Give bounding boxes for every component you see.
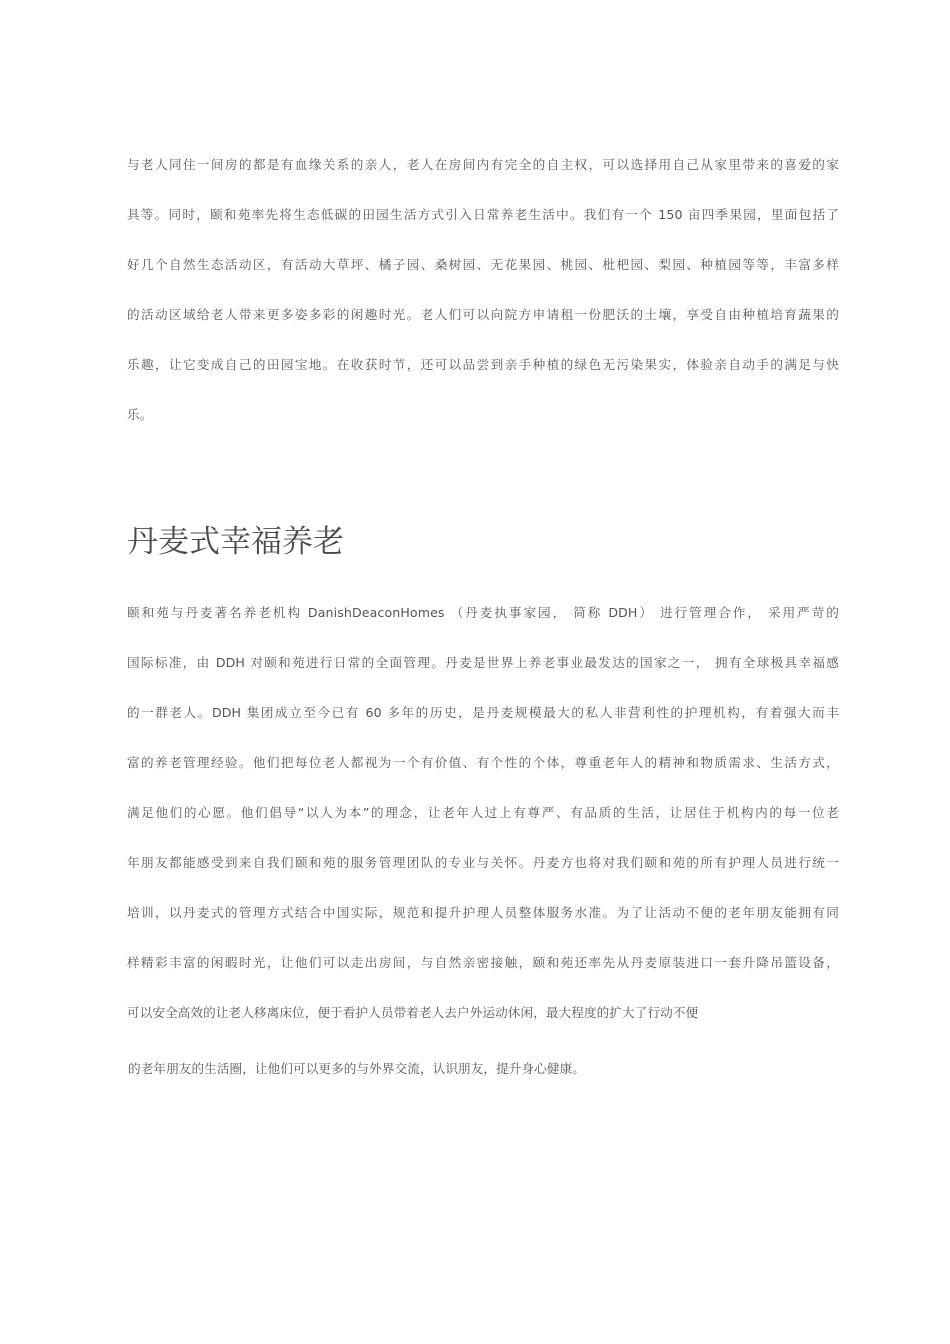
paragraph-line: 培训，以丹麦式的管理方式结合中国实际，规范和提升护理人员整体服务水准。为了让活动不便的老年朋友能拥有同 [127,905,839,920]
paragraph-line: 乐趣，让它变成自己的田园宝地。在收获时节，还可以品尝到亲手种植的绿色无污染果实，体验亲自动手的满足与快 [127,357,839,372]
paragraph-line: 国际标准，由 DDH 对颐和苑进行日常的全面管理。丹麦是世界上养老事业最发达的国家之一， 拥有全球极具幸福感 [127,655,839,670]
paragraph-line: 好几个自然生态活动区，有活动大草坪、橘子园、桑树园、无花果园、桃园、枇杷园、梨园、种植园等等，丰富多样 [127,257,839,272]
paragraph-line: 颐和苑与丹麦著名养老机构 DanishDeaconHomes （丹麦执事家园， 简称 DDH） 进行管理合作， 采用严苛的 [127,605,839,620]
paragraph-line: 与老人同住一间房的都是有血缘关系的亲人，老人在房间内有完全的自主权，可以选择用自己从家里带来的喜爱的家 [127,157,839,172]
paragraph-line: 的老年朋友的生活圈，让他们可以更多的与外界交流，认识朋友，提升身心健康。 [128,1061,585,1076]
paragraph-line: 样精彩丰富的闲暇时光，让他们可以走出房间，与自然亲密接触，颐和苑还率先从丹麦原装进口一套升降吊篮设备， [127,955,839,970]
paragraph-line: 年朋友都能感受到来自我们颐和苑的服务管理团队的专业与关怀。丹麦方也将对我们颐和苑的所有护理人员进行统一 [127,855,839,870]
paragraph-line: 的一群老人。DDH 集团成立至今已有 60 多年的历史，是丹麦规模最大的私人非营利性的护理机构，有着强大而丰 [127,705,839,720]
paragraph-line: 可以安全高效的让老人移离床位，便于看护人员带着老人去户外运动休闲，最大程度的扩大了行动不便 [127,1005,699,1020]
paragraph-line: 的活动区域给老人带来更多姿多彩的闲趣时光。老人们可以向院方申请租一份肥沃的土壤，享受自由种植培育蔬果的 [127,307,839,322]
section-heading: 丹麦式幸福养老 [127,524,344,560]
paragraph-line: 富的养老管理经验。他们把每位老人都视为一个有价值、有个性的个体，尊重老年人的精神和物质需求、生活方式， [127,755,839,770]
paragraph-line: 具等。同时，颐和苑率先将生态低碳的田园生活方式引入日常养老生活中。我们有一个 150 亩四季果园，里面包括了 [127,207,839,222]
paragraph-line: 乐。 [127,407,153,422]
paragraph-line: 满足他们的心愿。他们倡导“以人为本”的理念，让老年人过上有尊严、有品质的生活，让居住于机构内的每一位老 [127,805,839,820]
